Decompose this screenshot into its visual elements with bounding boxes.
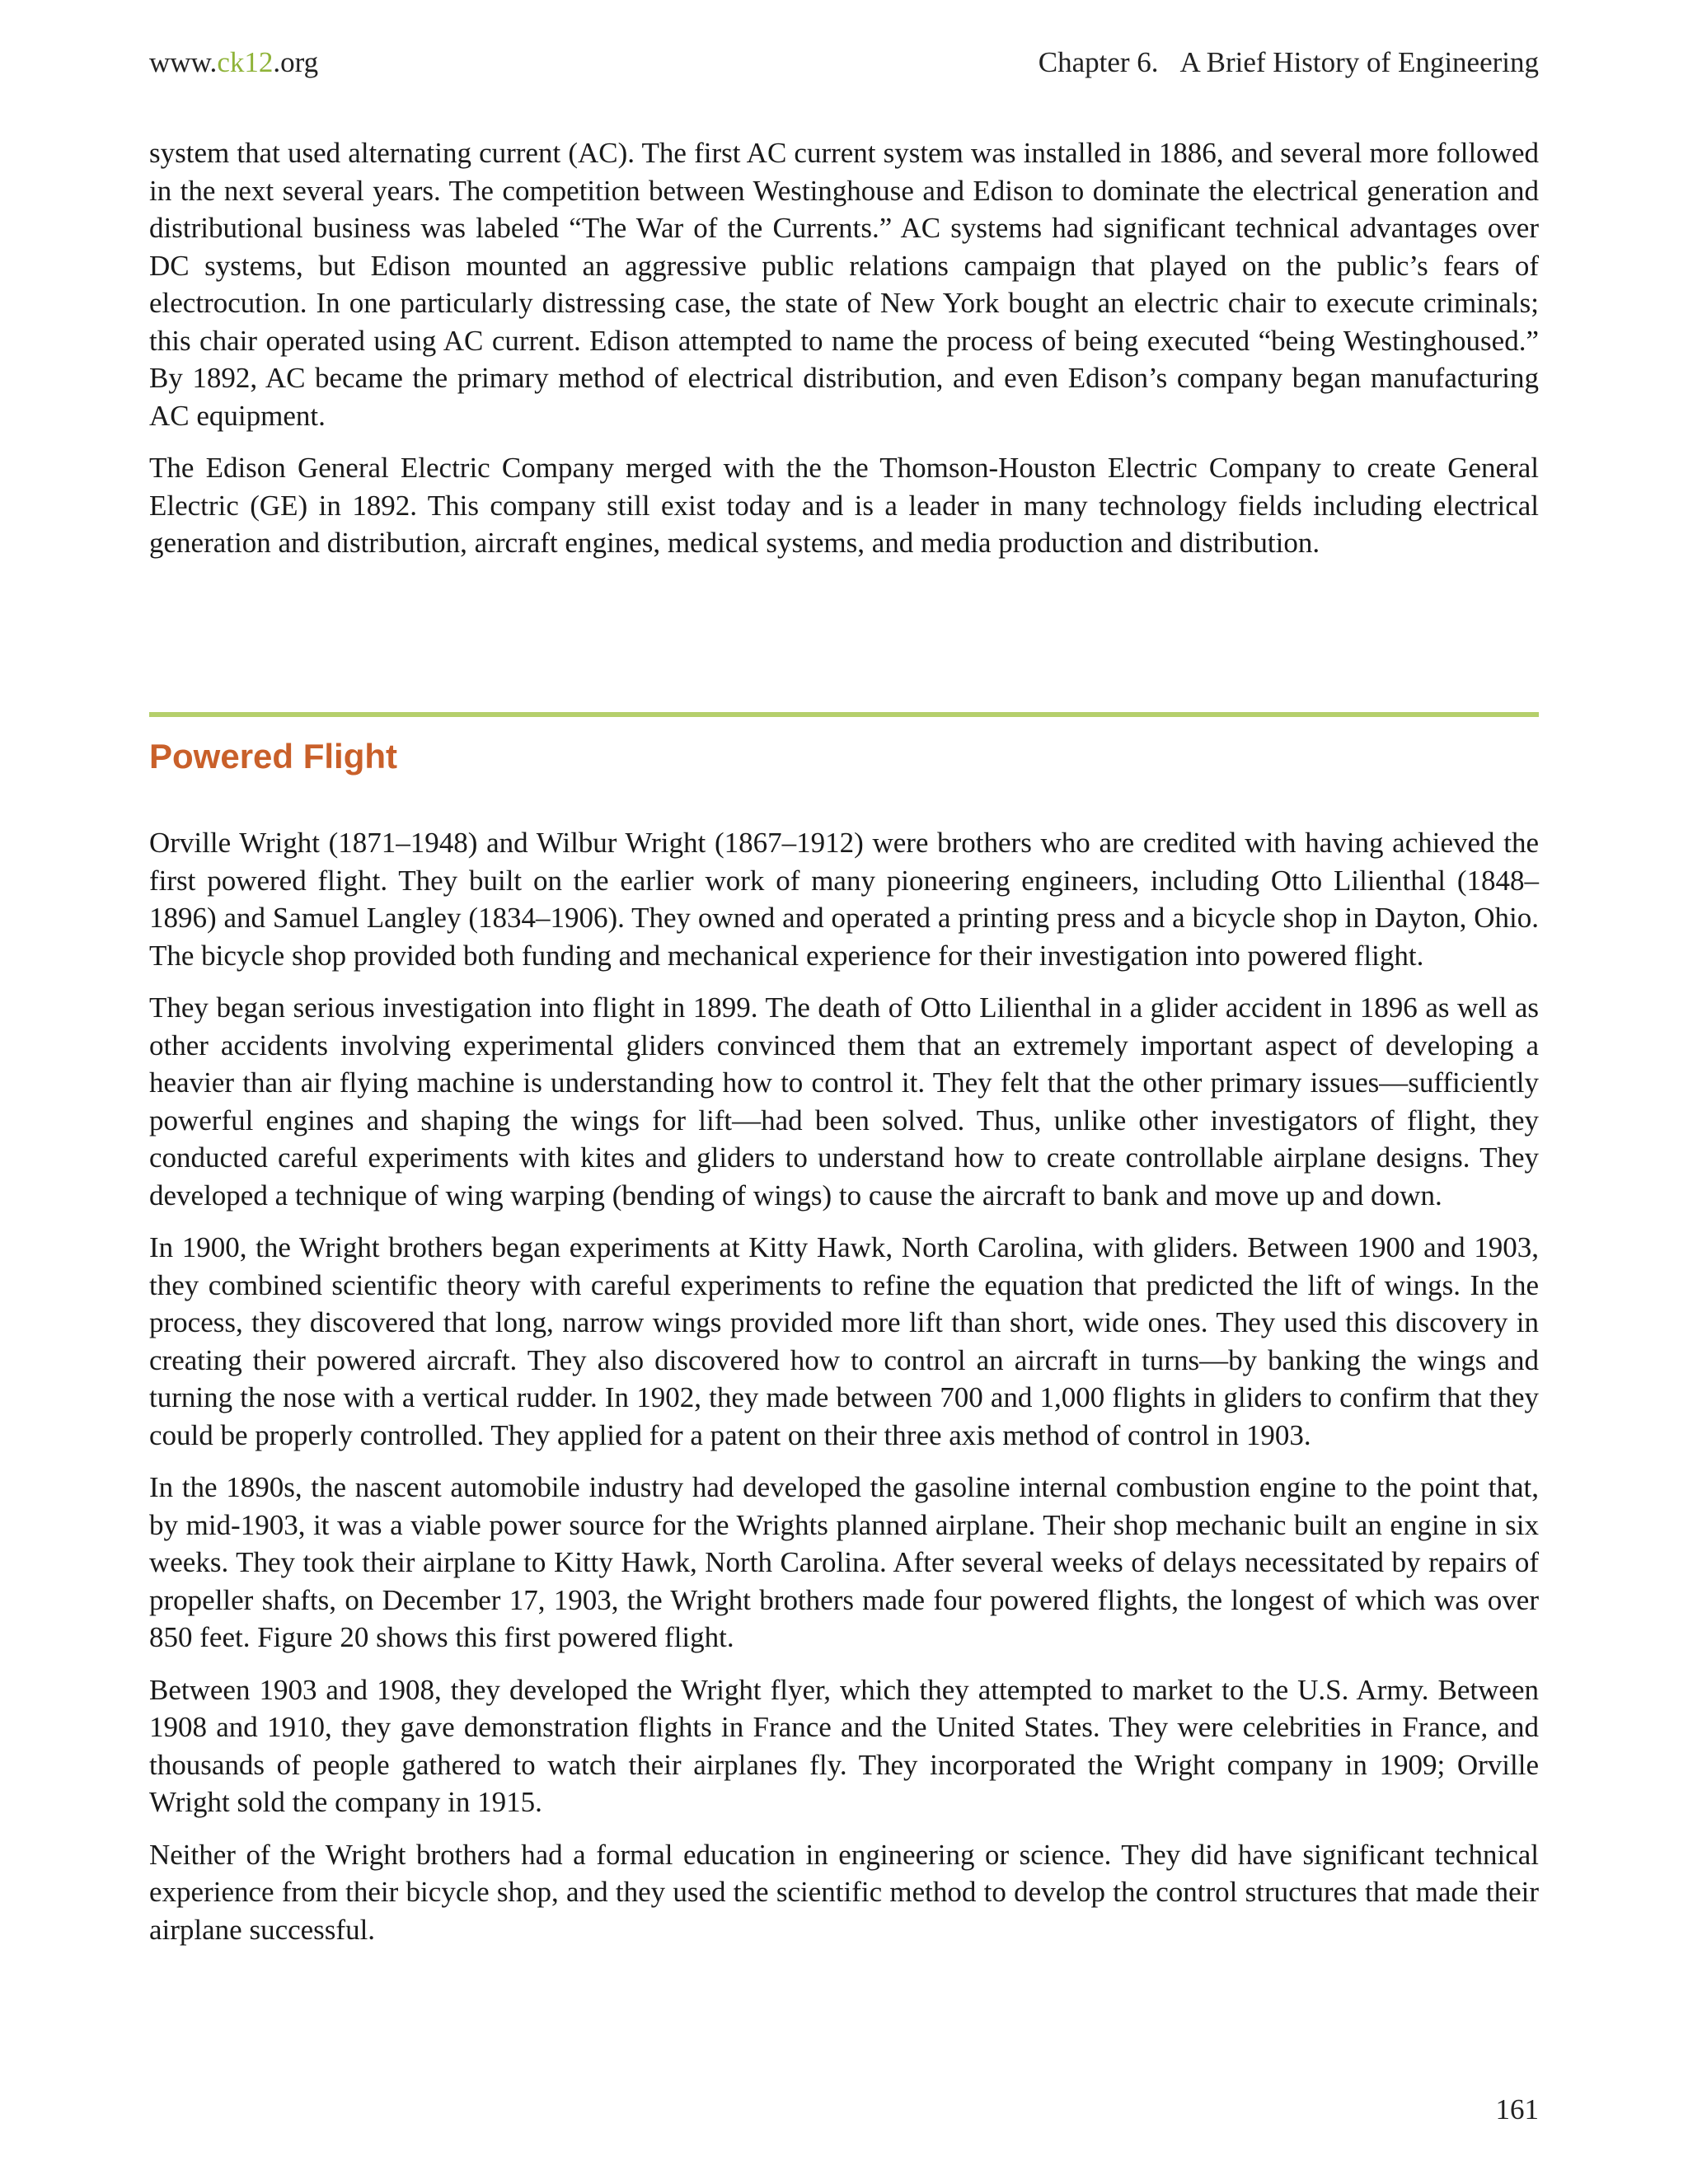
paragraph: In the 1890s, the nascent automobile industry had developed the gasoline internal combustion engine to the point that, by mid-1903, it was a viable power source for the Wrights planned airplane. Their shop mechanic built an engine in six weeks. They took their airplane to Kitty Hawk, North Carolina. After several weeks of delays necessitated by repairs of propeller shafts, on December 17, 1903, the Wright brothers made four powered flights, the longest of which was over 850 feet. Figure 20 shows this first powered flight. [149, 1471, 1539, 1653]
page-number: 161 [1495, 2093, 1539, 2125]
paragraph: The Edison General Electric Company merged with the the Thomson-Houston Electric Company to create General Electric (GE) in 1892. This company still exist today and is a leader in many technology fields including electrical generation and distribution, aircraft engines, medical systems, and media production and distribution. [149, 452, 1539, 559]
section-body [149, 824, 1539, 1963]
chapter-heading [1039, 46, 1539, 79]
paragraph: Neither of the Wright brothers had a formal education in engineering or science. They did have significant technical experience from their bicycle shop, and they used the scientific method to develop the control structures that made their airplane successful. [149, 1838, 1539, 1946]
paragraph: They began serious investigation into flight in 1899. The death of Otto Lilienthal in a glider accident in 1896 as well as other accidents involving experimental gliders convinced them that an extremely important aspect of developing a heavier than air flying machine is understanding how to control it. They felt that the other primary issues—sufficiently powerful engines and shaping the wings for lift—had been solved. Thus, unlike other investigators of flight, they conducted careful experiments with kites and gliders to understand how to create controllable airplane designs. They developed a technique of wing warping (bending of wings) to cause the aircraft to bank and move up and down. [149, 991, 1539, 1212]
paragraph: In 1900, the Wright brothers began experiments at Kitty Hawk, North Carolina, with gliders. Between 1900 and 1903, they combined scientific theory with careful experiments to refine the equation that predicted the lift of wings. In the process, they discovered that long, narrow wings provided more lift than short, wide ones. They used this discovery in creating their powered aircraft. They also discovered how to control an aircraft in turns—by banking the wings and turning the nose with a vertical rudder. In 1902, they made between 700 and 1,000 flights in gliders to confirm that they could be properly controlled. They applied for a patent on their three axis method of control in 1903. [149, 1231, 1539, 1451]
chapter-label: Chapter 6. [1038, 46, 1159, 78]
paragraph: system that used alternating current (AC). The first AC current system was installed in 1886, and several more followed in the next several years. The competition between Westinghouse and Edison to dominate the electrical generation and distributional business was labeled “The War of the Currents.” AC systems had significant technical advantages over DC systems, but Edison mounted an aggressive public relations campaign that played on the public’s fears of electrocution. In one particularly distressing case, the state of New York bought an electric chair to execute criminals; this chair operated using AC current. Edison attempted to name the process of being executed “being Westinghoused.” By 1892, AC became the primary method of electrical distribution, and even Edison’s company began manufacturing AC equipment. [149, 137, 1539, 432]
url-suffix: .org [273, 46, 319, 78]
url-accent: ck12 [217, 46, 274, 78]
section-divider [149, 712, 1539, 717]
site-url[interactable] [149, 46, 318, 79]
url-prefix: www. [149, 46, 218, 78]
paragraph: Orville Wright (1871–1948) and Wilbur Wright (1867–1912) were brothers who are credited with having achieved the first powered flight. They built on the earlier work of many pioneering engineers, including Otto Lilienthal (1848–1896) and Samuel Langley (1834–1906). They owned and operated a printing press and a bicycle shop in Dayton, Ohio. The bicycle shop provided both funding and mechanical experience for their investigation into powered flight. [149, 827, 1539, 972]
page-header [149, 46, 1539, 86]
section-title: Powered Flight [149, 737, 398, 776]
chapter-title: A Brief History of Engineering [1179, 46, 1539, 78]
continued-text-block [149, 134, 1539, 577]
paragraph: Between 1903 and 1908, they developed the Wright flyer, which they attempted to market to the U.S. Army. Between 1908 and 1910, they gave demonstration flights in France and the United States. They were celebrities in France, and thousands of people gathered to watch their airplanes fly. They incorporated the Wright company in 1909; Orville Wright sold the company in 1915. [149, 1673, 1539, 1818]
